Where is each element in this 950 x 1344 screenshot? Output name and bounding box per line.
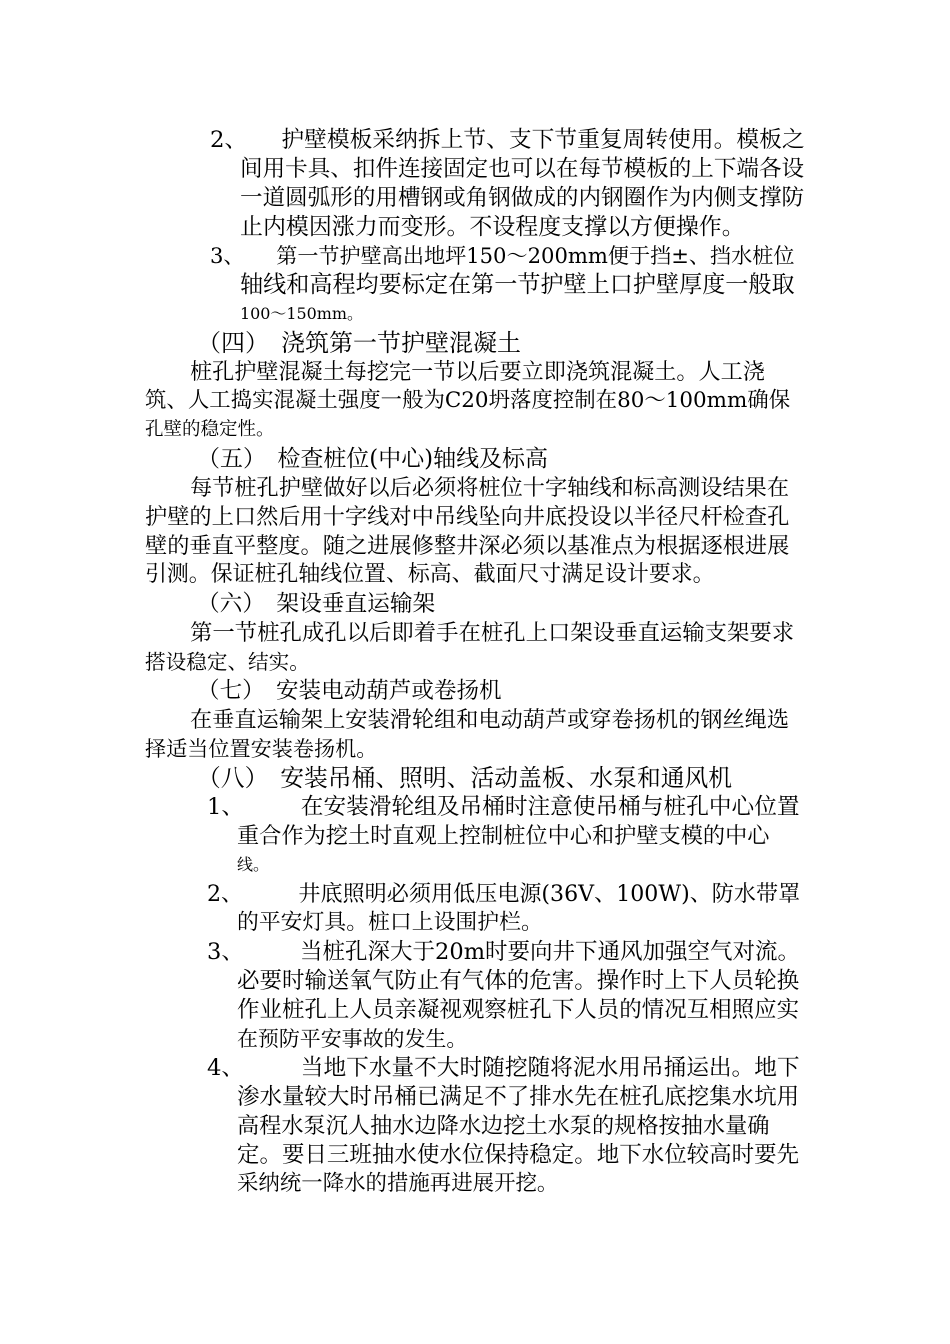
list-item-3-line-1: 3、 当桩孔深大于20m时要向井下通风加强空气对流。 [207, 939, 800, 965]
section-heading-4: （四） 浇筑第一节护壁混凝土 [197, 329, 521, 357]
list-item-3-line-2: 轴线和高程均要标定在第一节护壁上口护壁厚度一般取 [240, 272, 795, 298]
list-item-1-line-3: 线。 [237, 855, 269, 874]
paragraph-line: 护壁的上口然后用十字线对中吊线坠向井底投设以半径尺杆检查孔 [145, 504, 790, 530]
paragraph-line: 第一节桩孔成孔以后即着手在桩孔上口架设垂直运输支架要求 [190, 620, 795, 646]
list-item-2-line-4: 止内模因涨力而变形。不设程度支撑以方便操作。 [240, 214, 745, 240]
paragraph-line: 每节桩孔护壁做好以后必须将桩位十字轴线和标高测设结果在 [190, 475, 790, 501]
list-item-4-line-4: 定。要日三班抽水使水位保持稳定。地下水位较高时要先 [237, 1142, 800, 1168]
paragraph-line: 在垂直运输架上安装滑轮组和电动葫芦或穿卷扬机的钢丝绳选 [190, 707, 790, 733]
list-item-1-line-1: 1、 在安装滑轮组及吊桶时注意使吊桶与桩孔中心位置 [207, 794, 800, 820]
list-item-1-line-2: 重合作为挖土时直观上控制桩位中心和护壁支模的中心 [237, 823, 770, 849]
list-item-4-line-5: 采纳统一降水的措施再进展开挖。 [237, 1171, 559, 1196]
list-item-2-line-1: 2、 护壁模板采纳拆上节、支下节重复周转使用。模板之 [210, 127, 805, 153]
paragraph-line: 桩孔护壁混凝土每挖完一节以后要立即浇筑混凝土。人工浇 [190, 359, 765, 385]
paragraph-line: 搭设稳定、结实。 [145, 650, 310, 674]
list-item-3-line-3: 作业桩孔上人员亲凝视观察桩孔下人员的情况互相照应实 [237, 997, 800, 1023]
paragraph-line: 择适当位置安装卷扬机。 [145, 736, 378, 761]
list-item-2-line-3: 一道圆弧形的用槽钢或角钢做成的内钢圈作为内侧支撑防 [240, 185, 805, 211]
paragraph-line: 孔壁的稳定性。 [145, 419, 275, 440]
paragraph-line: 筑、人工捣实混凝土强度一般为C20坍落度控制在80～100mm确保 [145, 388, 790, 413]
list-item-2-line-1: 2、 井底照明必须用低压电源(36V、100W)、防水带罩 [207, 881, 800, 907]
list-item-4-line-3: 高程水泵沉人抽水边降水边挖土水泵的规格按抽水量确 [237, 1113, 770, 1139]
section-heading-8: （八） 安装吊桶、照明、活动盖板、水泵和通风机 [197, 764, 732, 792]
paragraph-line: 壁的垂直平整度。随之进展修整井深必须以基准点为根据逐根进展 [145, 533, 790, 559]
list-item-4-line-2: 渗水量较大时吊桶已满足不了排水先在桩孔底挖集水坑用 [237, 1084, 800, 1110]
paragraph-line: 引测。保证桩孔轴线位置、标高、截面尺寸满足设计要求。 [145, 562, 715, 587]
list-item-2-line-2: 间用卡具、扣件连接固定也可以在每节模板的上下端各设 [240, 156, 805, 182]
section-heading-7: （七） 安装电动葫芦或卷扬机 [197, 678, 502, 704]
list-item-3-line-2: 必要时输送氧气防止有气体的危害。操作时上下人员轮换 [237, 968, 800, 994]
section-heading-6: （六） 架设垂直运输架 [197, 591, 435, 617]
list-item-2-line-2: 的平安灯具。桩口上设围护栏。 [237, 910, 543, 935]
list-item-3-line-4: 在预防平安事故的发生。 [237, 1027, 468, 1051]
list-item-4-line-1: 4、 当地下水量不大时随挖随将泥水用吊捅运出。地下 [207, 1055, 800, 1081]
list-item-3-line-3: 100～150mm。 [240, 304, 363, 323]
section-heading-5: （五） 检查桩位(中心)轴线及标高 [197, 446, 548, 472]
list-item-3-line-1: 3、 第一节护壁高出地坪150～200mm便于挡±、挡水桩位 [210, 243, 795, 268]
